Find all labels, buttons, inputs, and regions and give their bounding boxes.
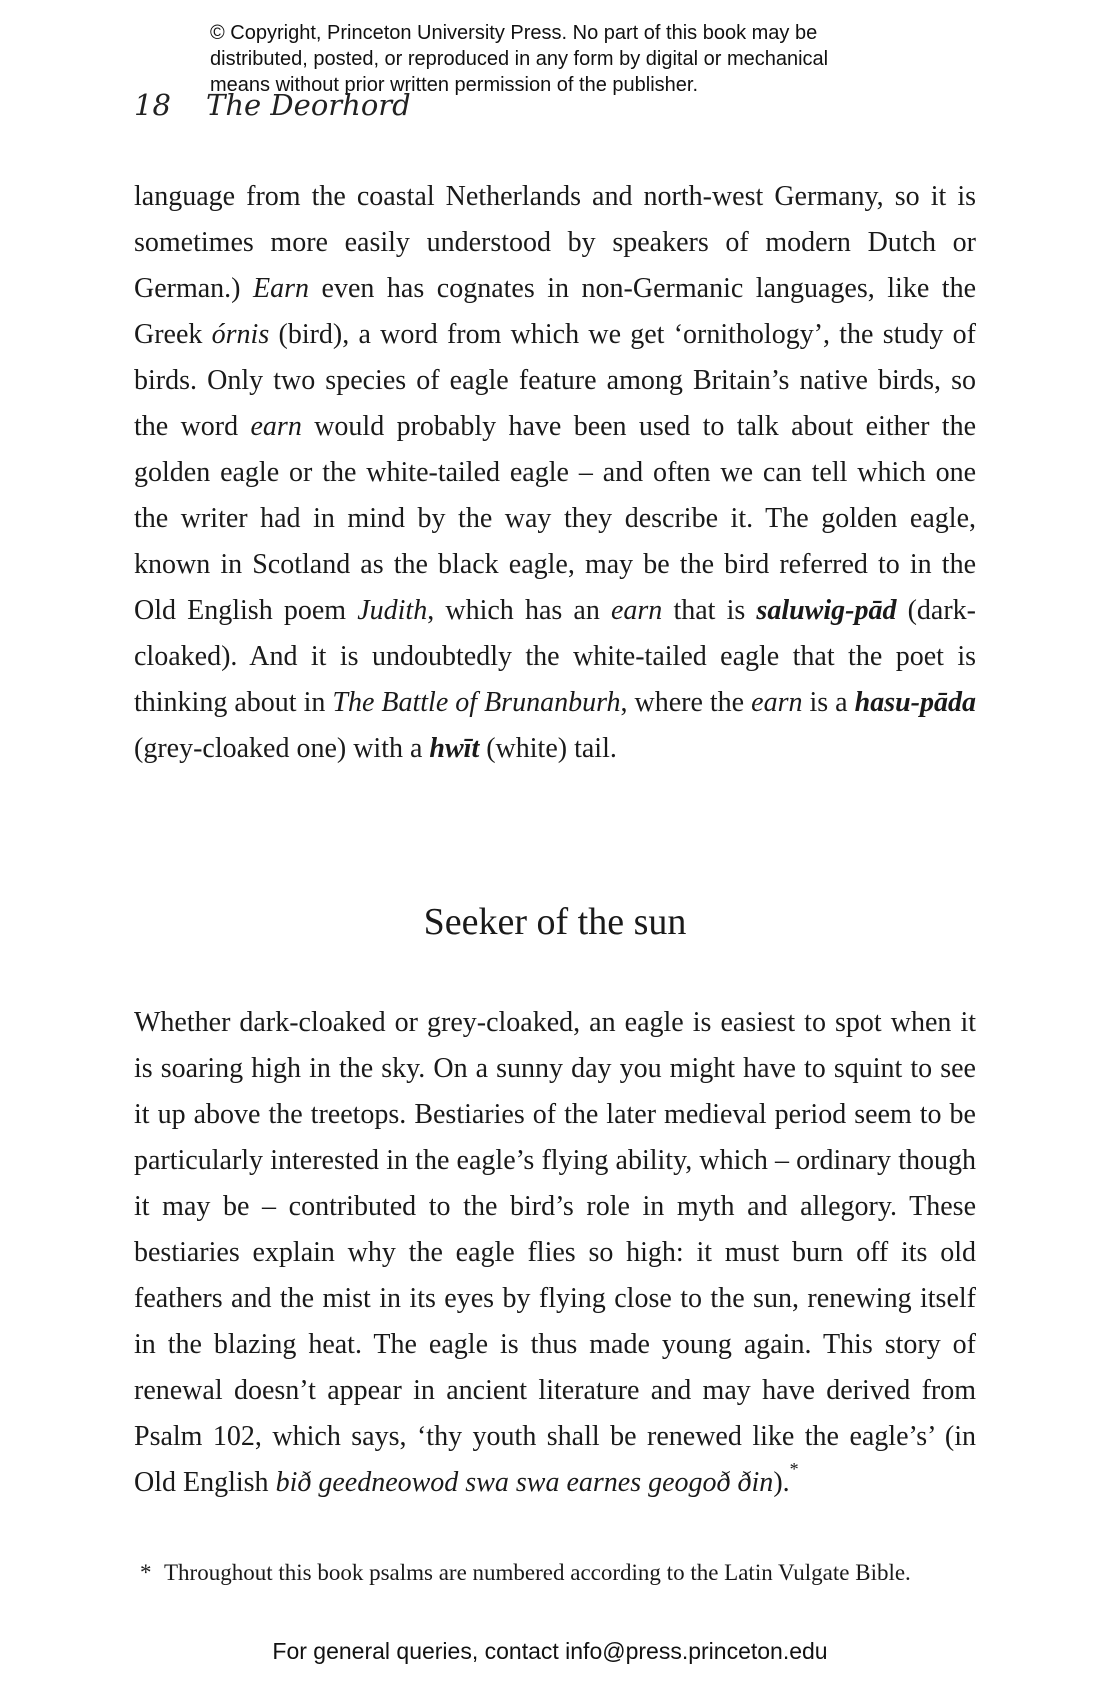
text-run: that is xyxy=(662,595,757,626)
footnote-reference: * xyxy=(789,1459,799,1479)
section-heading: Seeker of the sun xyxy=(423,901,687,943)
old-english-term: saluwig-pād xyxy=(756,595,897,626)
italic-term: earn xyxy=(250,411,302,442)
old-english-quote: bið geedneowod swa swa earnes geogoð ðin xyxy=(275,1467,774,1498)
text-run: , where the xyxy=(620,687,752,718)
copyright-line: means without prior written permission of the publisher. xyxy=(210,74,699,96)
text-run: Whether dark-cloaked or grey-cloaked, an eagle is easiest to spot when it is soaring high in the sky. On a sunny day you might have to squint to see it up above the treetops. Bestiaries of the later medieval period seem to be particularly interested in the eagle’s flying ability, which – ordinary though it may be – contributed to the bird’s role in myth and allegory. These bestiaries explain why the eagle flies so high: it must burn off its old feathers and the mist in its eyes by flying close to the sun, renewing itself in the blazing heat. The eagle is thus made young again. This story of renewal doesn’t appear in ancient literature and may have derived from Psalm 102, which says, ‘thy youth shall be renewed like the eagle’s’ (in Old English xyxy=(134,1007,976,1498)
text-run: (bird), a word from which we get ‘ornithology’, the study of birds. Only two species of eagle feature among Britain’s native birds, so the word xyxy=(134,319,976,442)
copyright-line: distributed, posted, or reproduced in any form by digital or mechanical xyxy=(210,48,829,70)
old-english-term: hwīt xyxy=(429,733,480,764)
footnote-text: Throughout this book psalms are numbered according to the Latin Vulgate Bible. xyxy=(164,1560,911,1585)
footer-contact: For general queries, contact info@press.princeton.edu xyxy=(272,1638,828,1664)
text-run: , which has an xyxy=(427,595,611,626)
copyright-line: © Copyright, Princeton University Press. No part of this book may be xyxy=(210,22,818,44)
text-run: would probably have been used to talk about either the golden eagle or the white-tailed eagle – and often we can tell which one the writer had in mind by the way they describe it. The golden eagle, known in Scotland as the black eagle, may be the bird referred to in the Old English poem xyxy=(134,411,976,626)
italic-term: earn xyxy=(610,595,663,626)
text-run: (white) tail. xyxy=(479,733,617,764)
text-run: (grey-cloaked one) with a xyxy=(134,733,430,764)
italic-term: Judith xyxy=(357,595,428,626)
old-english-term: hasu-pāda xyxy=(854,687,976,718)
page-number: 18 xyxy=(134,88,171,122)
footnote-mark: * xyxy=(140,1560,152,1585)
copyright-notice xyxy=(210,20,910,98)
text-run: even has cognates in non-Germanic languages, like the Greek xyxy=(134,273,976,350)
italic-term: Earn xyxy=(253,273,310,304)
footnote xyxy=(140,1558,976,1588)
book-title: The Deorhord xyxy=(206,88,411,122)
text-run: (dark-cloaked). And it is undoubtedly the white-tailed eagle that the poet is thinking about in xyxy=(134,595,976,718)
running-head xyxy=(134,88,411,122)
italic-term: earn xyxy=(751,687,803,718)
text-run: ). xyxy=(773,1467,790,1498)
italic-term: The Battle of Brunanburh xyxy=(332,687,621,718)
italic-term: órnis xyxy=(211,319,270,350)
text-run: language from the coastal Netherlands and north-west Germany, so it is sometimes more easily understood by speakers of modern Dutch or German.) xyxy=(134,181,976,304)
paragraph xyxy=(134,174,976,772)
text-run: is a xyxy=(802,687,855,718)
paragraph xyxy=(134,1000,976,1506)
